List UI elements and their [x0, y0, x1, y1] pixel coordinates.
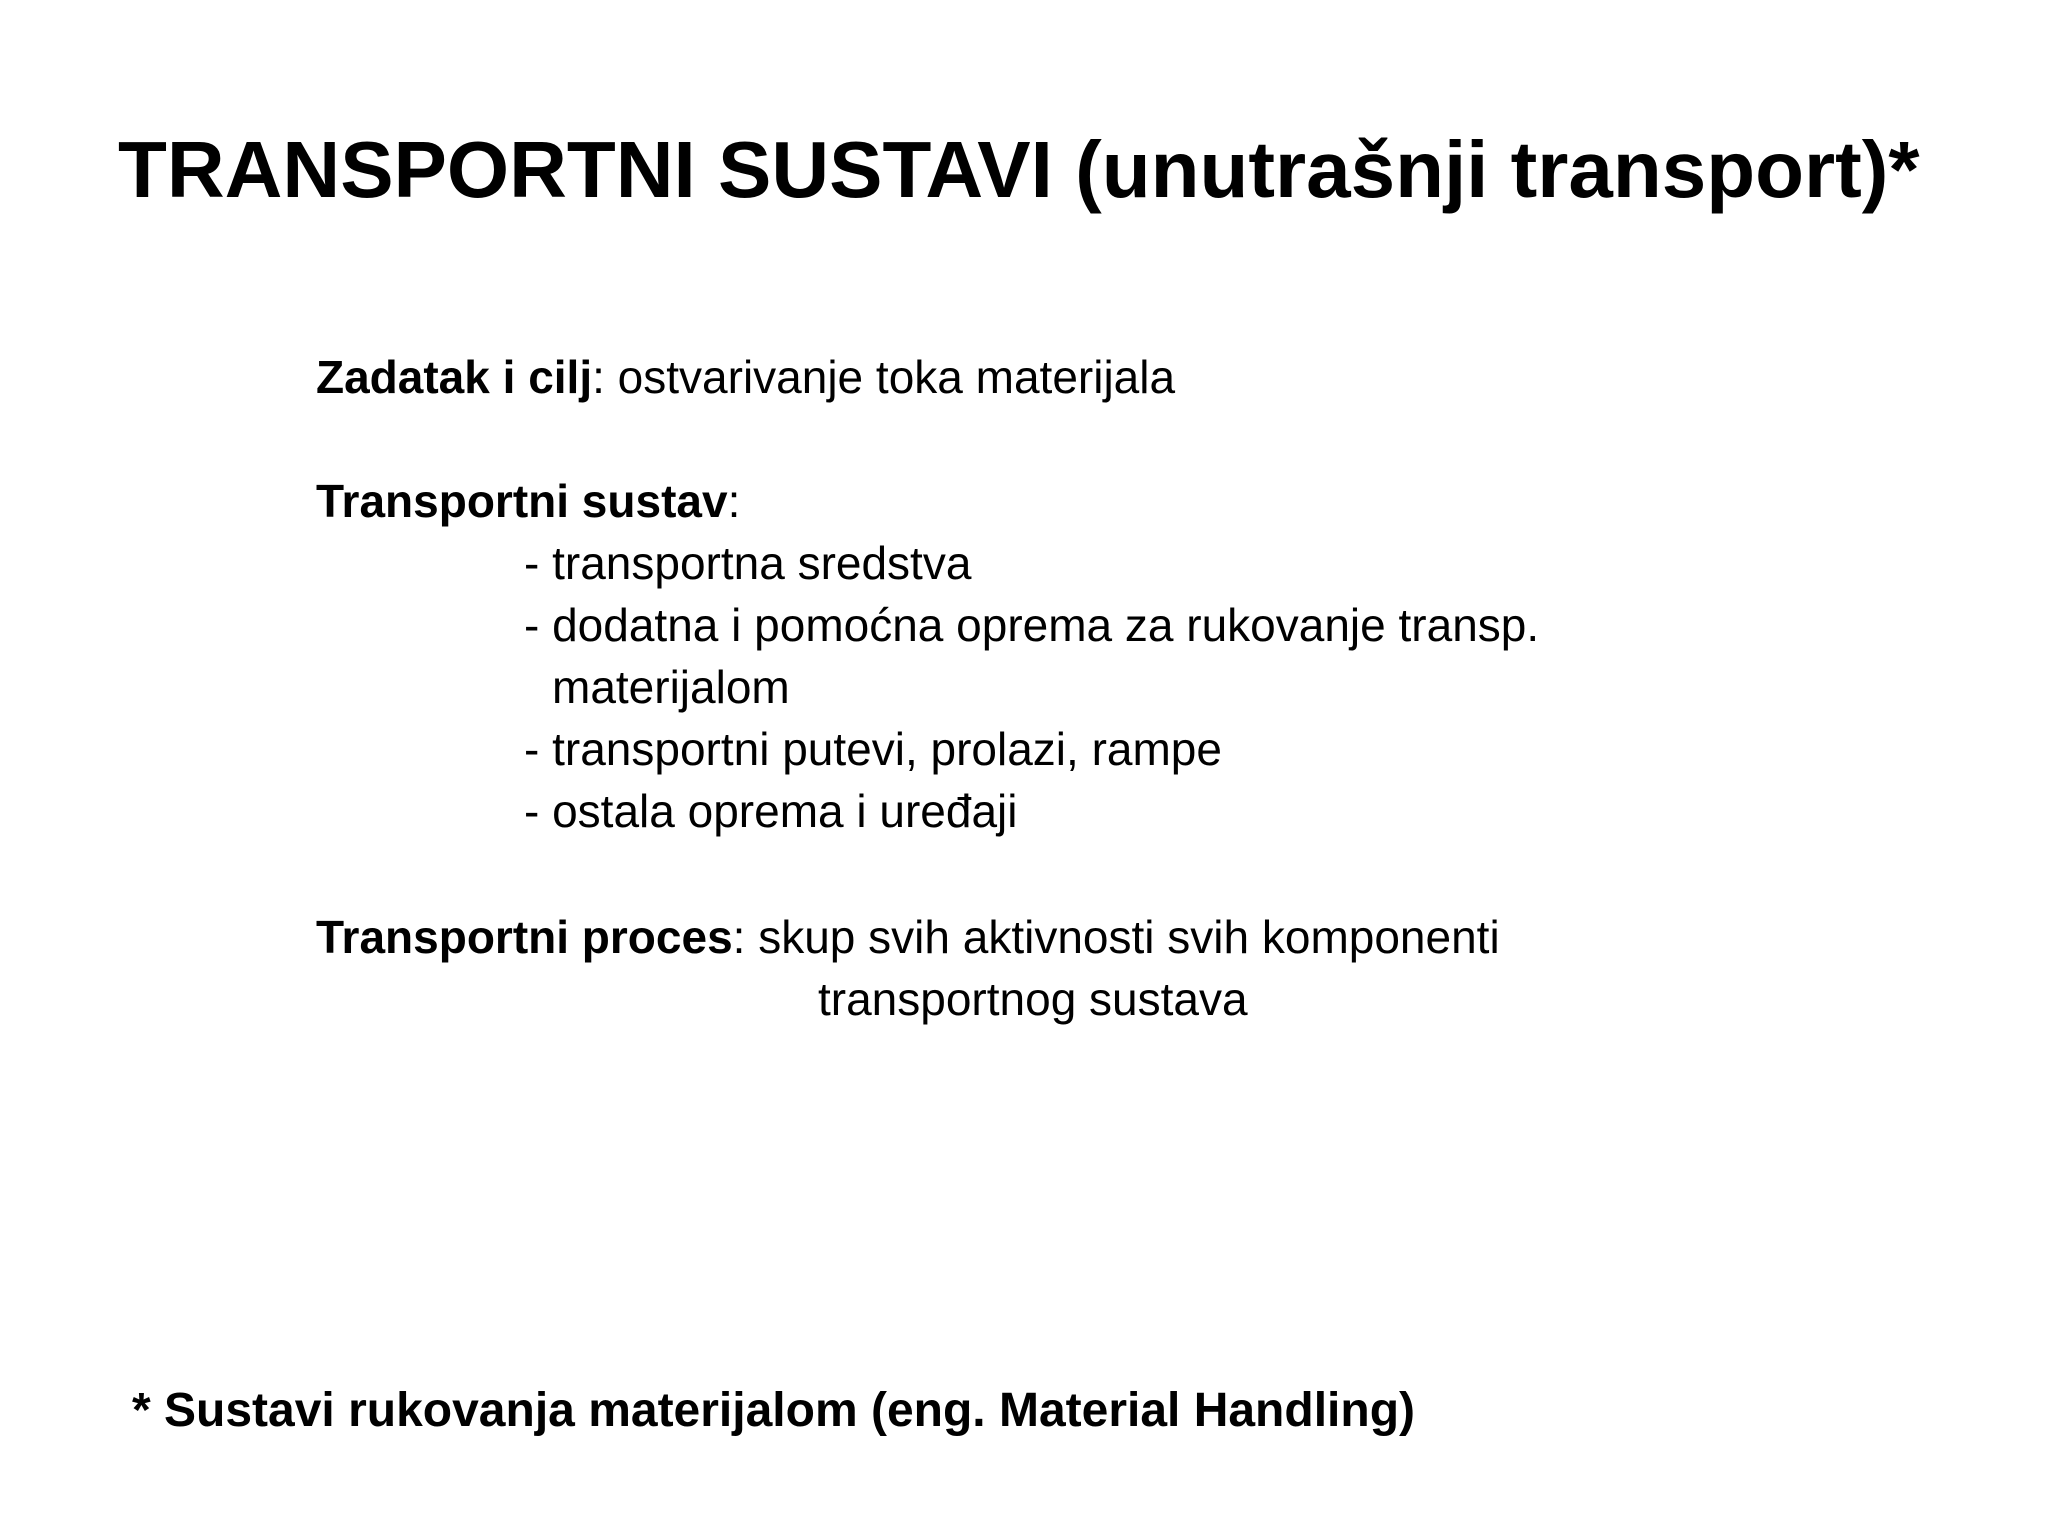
- system-heading: [316, 470, 740, 532]
- system-item: - dodatna i pomoćna oprema za rukovanje transp.: [524, 599, 1540, 651]
- process-label: Transportni proces: [316, 911, 733, 963]
- system-item: - transportni putevi, prolazi, rampe: [524, 723, 1222, 775]
- task-line: [316, 346, 1175, 408]
- task-separator: :: [592, 351, 605, 403]
- process-line: [316, 906, 1500, 968]
- system-label: Transportni sustav: [316, 475, 728, 527]
- footnote: * Sustavi rukovanja materijalom (eng. Material Handling): [132, 1384, 1415, 1437]
- system-item: - ostala oprema i uređaji: [524, 785, 1018, 837]
- system-separator: :: [727, 475, 741, 527]
- system-item: - transportna sredstva: [524, 537, 972, 589]
- process-text: skup svih aktivnosti svih komponenti: [745, 911, 1500, 963]
- task-label: Zadatak i cilj: [316, 351, 593, 403]
- process-continuation: transportnog sustava: [818, 973, 1248, 1025]
- system-item-continuation: materijalom: [552, 661, 790, 713]
- process-separator: :: [732, 911, 746, 963]
- slide-title: TRANSPORTNI SUSTAVI (unutrašnji transport)*: [118, 125, 1920, 214]
- task-text: ostvarivanje toka materijala: [604, 351, 1176, 403]
